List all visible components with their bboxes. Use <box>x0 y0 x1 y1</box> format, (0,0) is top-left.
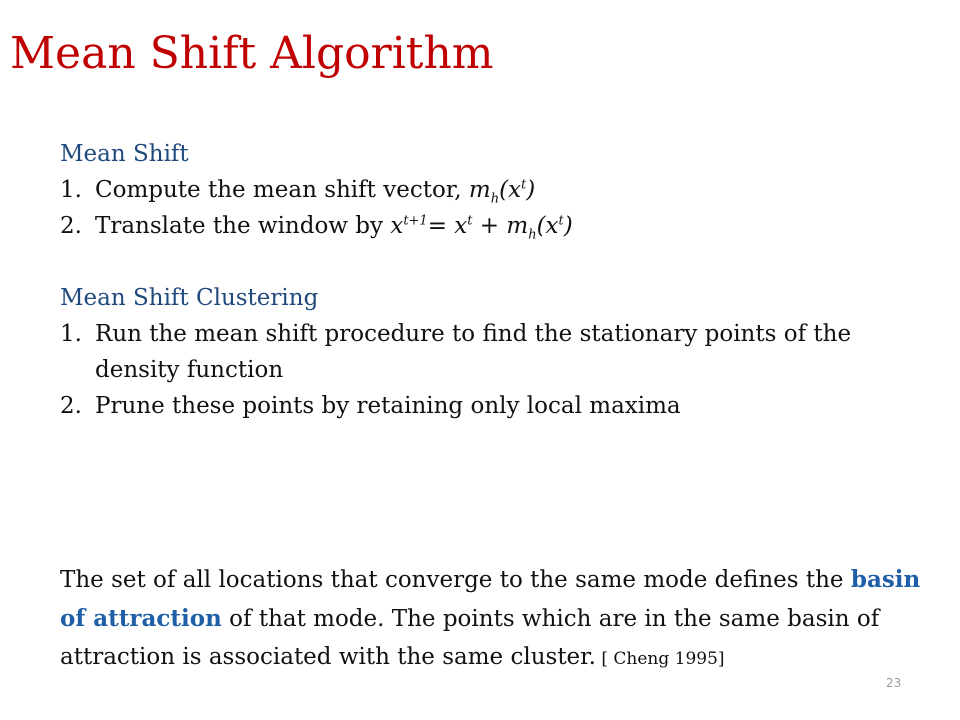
math-expression: $m_h(x^t)$ <box>468 177 536 207</box>
clustering-step-1 <box>60 316 920 388</box>
mean-shift-step-1 <box>60 172 920 208</box>
citation: [ Cheng 1995] <box>595 649 725 669</box>
mean-shift-step-2 <box>60 208 920 244</box>
math-expression: $x^{t+1}= x^t + m_h(x^t)$ <box>390 213 573 243</box>
paragraph-text: of that mode. The points which are in the same basin of attraction is associated with the same cluster. <box>60 605 880 670</box>
mean-shift-heading: Mean Shift <box>60 141 189 167</box>
page-number: 23 <box>886 676 902 690</box>
step-text: Compute the mean shift vector, <box>95 177 469 203</box>
step-number: 2. <box>60 393 82 419</box>
slide-title: Mean Shift Algorithm <box>10 28 494 79</box>
spacer <box>60 244 920 280</box>
clustering-step-2 <box>60 388 920 424</box>
step-number: 2. <box>60 213 82 239</box>
step-number: 1. <box>60 321 82 347</box>
clustering-steps <box>60 316 920 424</box>
basin-of-attraction-highlight: basin of attraction <box>60 566 921 632</box>
step-text: Run the mean shift procedure to find the stationary points of the density function <box>95 321 852 383</box>
step-text: Translate the window by <box>95 213 391 239</box>
clustering-heading: Mean Shift Clustering <box>60 285 319 311</box>
mean-shift-steps <box>60 172 920 244</box>
step-number: 1. <box>60 177 82 203</box>
step-text: Prune these points by retaining only local maxima <box>95 393 681 419</box>
basin-paragraph <box>60 561 940 679</box>
paragraph-text: The set of all locations that converge to the same mode defines the <box>60 567 851 593</box>
slide-body <box>60 136 920 424</box>
